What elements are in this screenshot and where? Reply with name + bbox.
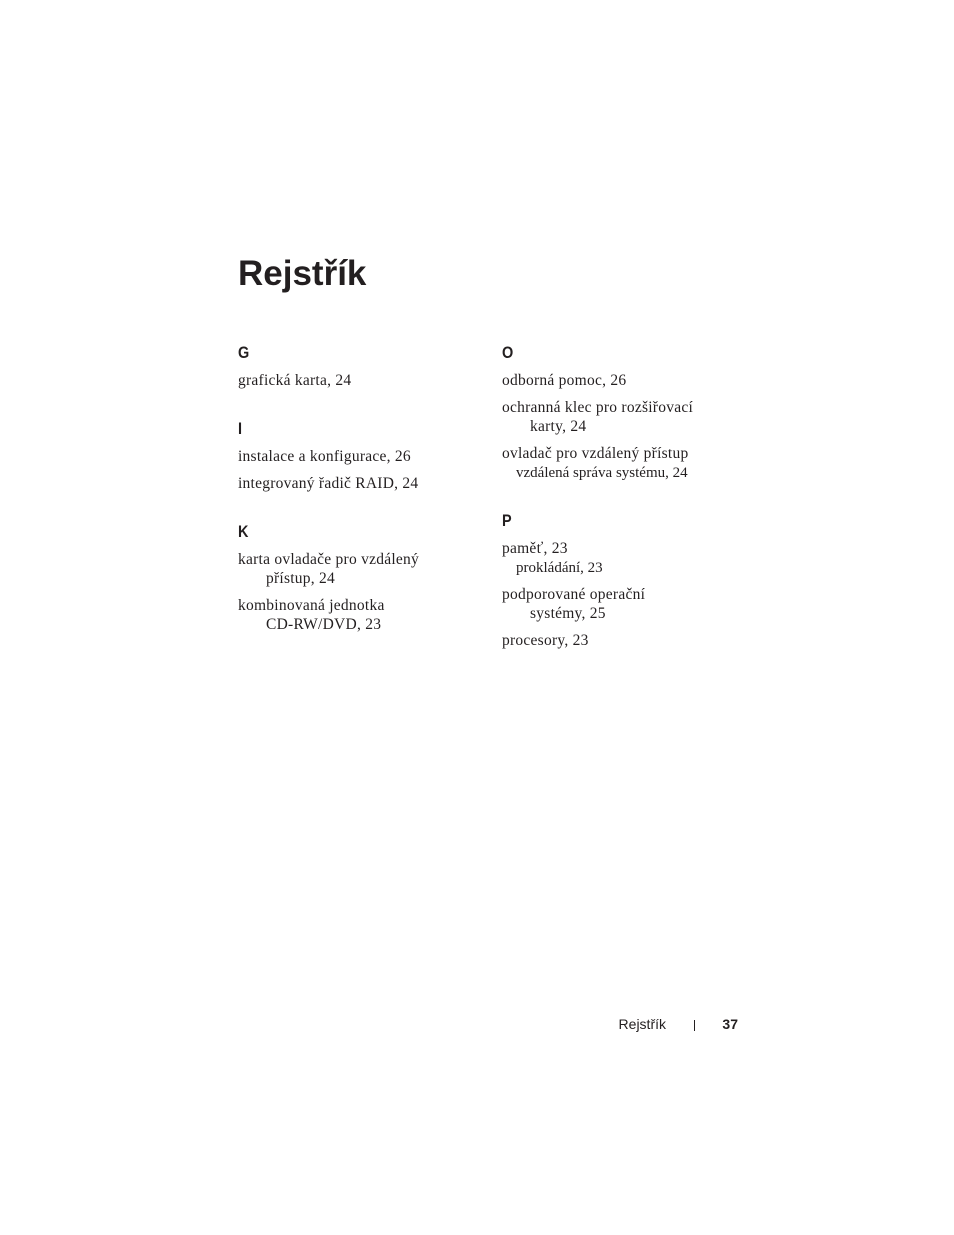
index-entry-continuation: systémy, 25 bbox=[530, 605, 606, 622]
section-letter: G bbox=[238, 343, 250, 362]
index-entry bbox=[238, 550, 478, 588]
index-entry-text: podporované operační bbox=[502, 586, 646, 603]
index-entry-text: karta ovladače pro vzdálený bbox=[238, 551, 420, 568]
index-entry-continuation: karty, 24 bbox=[530, 418, 587, 435]
footer-separator bbox=[694, 1020, 695, 1031]
index-entry bbox=[238, 474, 478, 493]
index-entry bbox=[502, 539, 742, 558]
page-title: Rejstřík bbox=[238, 254, 367, 293]
index-subentry: prokládání, 23 bbox=[516, 560, 603, 576]
index-entry-text: integrovaný řadič RAID, 24 bbox=[238, 475, 419, 492]
index-column-left bbox=[238, 340, 478, 642]
index-section bbox=[502, 340, 742, 482]
index-section bbox=[502, 508, 742, 650]
index-entry-continuation: CD-RW/DVD, 23 bbox=[266, 616, 382, 633]
index-entry-text: paměť, 23 bbox=[502, 540, 568, 557]
index-entry bbox=[502, 398, 742, 436]
index-entry-text: procesory, 23 bbox=[502, 632, 589, 649]
index-entry bbox=[238, 447, 478, 466]
index-entry-text: instalace a konfigurace, 26 bbox=[238, 448, 411, 465]
index-entry bbox=[502, 585, 742, 623]
section-letter: P bbox=[502, 511, 512, 530]
index-column-right bbox=[502, 340, 742, 658]
index-entry bbox=[502, 444, 742, 463]
index-entry bbox=[238, 596, 478, 634]
index-entry-text: ovladač pro vzdálený přístup bbox=[502, 445, 689, 462]
index-entry-text: ochranná klec pro rozšiřovací bbox=[502, 399, 694, 416]
index-entry bbox=[502, 631, 742, 650]
index-section bbox=[238, 519, 478, 634]
index-entry-text: odborná pomoc, 26 bbox=[502, 372, 627, 389]
index-section bbox=[238, 416, 478, 493]
section-letter: K bbox=[238, 522, 249, 541]
footer-section-label: Rejstřík bbox=[618, 1016, 666, 1032]
index-entry-text: kombinovaná jednotka bbox=[238, 597, 385, 614]
index-entry bbox=[502, 371, 742, 390]
index-entry bbox=[238, 371, 478, 390]
index-subentry: vzdálená správa systému, 24 bbox=[516, 465, 688, 481]
index-section bbox=[238, 340, 478, 390]
section-letter: O bbox=[502, 343, 514, 362]
index-entry-text: grafická karta, 24 bbox=[238, 372, 352, 389]
index-entry-continuation: přístup, 24 bbox=[266, 570, 336, 587]
section-letter: I bbox=[238, 419, 243, 438]
page-footer bbox=[0, 1014, 954, 1034]
page-number: 37 bbox=[722, 1016, 738, 1032]
